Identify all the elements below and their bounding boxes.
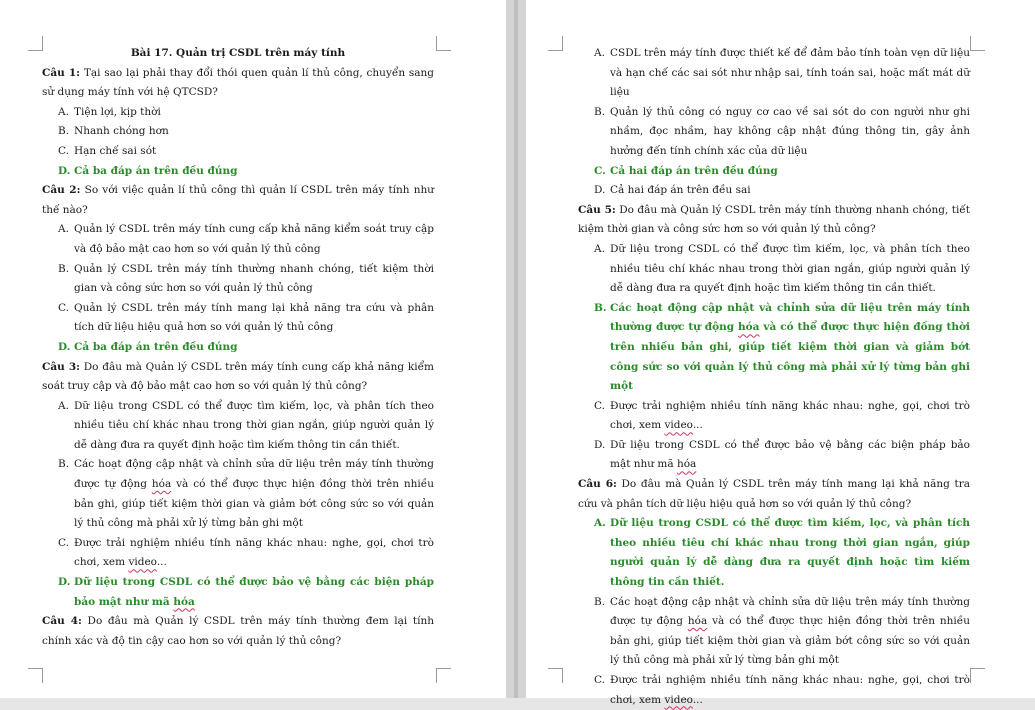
answer-option (578, 240, 970, 299)
option-text: Quản lý CSDL trên máy tính thường nhanh chóng, tiết kiệm thời gian và công sức hơn so với quản lý thủ công (74, 262, 434, 295)
question-label: Câu 4: (42, 615, 82, 628)
option-text: Dữ liệu trong CSDL có thể được bảo vệ bằng các biện pháp bảo mật như mã (74, 576, 434, 608)
option-text: Quản lý thủ công có nguy cơ cao về sai sót do con người như ghi nhầm, đọc nhầm, hay không cập nhật đúng thông tin, gây ảnh hưởng đến tính chính xác của dữ liệu (610, 105, 970, 157)
question-label: Câu 3: (42, 360, 81, 373)
answer-option (578, 593, 970, 671)
option-letter: B. (594, 301, 607, 314)
option-text: Các hoạt động cập nhật và chỉnh sửa dữ liệu trên máy tính thường được tự động (610, 595, 970, 628)
question-label: Câu 5: (578, 203, 616, 216)
option-letter: D. (58, 164, 71, 177)
spellcheck-word[interactable]: hóa (738, 321, 760, 334)
option-text: Quản lý CSDL trên máy tính mang lại khả năng tra cứu và phân tích dữ liệu hiệu quả hơn so với quản lý thủ công (74, 301, 434, 334)
option-letter: C. (58, 301, 69, 314)
answer-option (42, 220, 434, 259)
answer-option (42, 260, 434, 299)
option-letter: D. (594, 184, 606, 197)
option-text: ... (692, 693, 703, 706)
crop-mark (548, 668, 563, 683)
option-letter: C. (594, 399, 605, 412)
option-text: Các hoạt động cập nhật và chỉnh sửa dữ liệu trên máy tính thường được tự động (74, 458, 434, 491)
option-letter: D. (58, 576, 71, 589)
spellcheck-word[interactable]: video (664, 419, 693, 432)
page-separator (514, 0, 518, 698)
option-text: Các hoạt động cập nhật và chỉnh sửa dữ liệu trên máy tính thường được tự động (610, 301, 970, 334)
option-letter: C. (58, 144, 69, 157)
answer-option (42, 103, 434, 123)
option-text: Cả ba đáp án trên đều đúng (74, 340, 238, 353)
answer-option-correct (42, 338, 434, 358)
option-text: Được trải nghiệm nhiều tính năng khác nhau: nghe, gọi, chơi trò chơi, xem (74, 536, 434, 569)
option-letter: B. (58, 125, 70, 138)
answer-option-correct (578, 514, 970, 592)
question-text: Do đâu mà Quản lý CSDL trên máy tính cung cấp khả năng kiểm soát truy cập và độ bảo mật cao hơn so với quản lý thủ công? (42, 360, 434, 393)
option-text: Hạn chế sai sót (74, 144, 157, 157)
option-text: Dữ liệu trong CSDL có thể được tìm kiếm, lọc, và phân tích theo nhiều tiêu chí khác nhau trong thời gian ngắn, giúp người quản lý dễ dàng đưa ra quyết định hoặc tìm kiếm thông tin cần thiết. (74, 399, 434, 451)
answer-option-correct (578, 162, 970, 182)
answer-option (42, 122, 434, 142)
option-text: và có thể được thực hiện đồng thời trên nhiều bản ghi, giúp tiết kiệm thời gian và giảm bớt công sức so với quản lý thủ công mà phải xử lý từng bản ghi một (610, 321, 970, 393)
page-content[interactable] (578, 44, 970, 710)
question-text: Tại sao lại phải thay đổi thói quen quản lí thủ công, chuyển sang sử dụng máy tính với hệ QTCSD? (42, 66, 434, 99)
option-text: Dữ liệu trong CSDL có thể được tìm kiếm, lọc, và phân tích theo nhiều tiêu chí khác nhau trong thời gian ngắn, giúp người quản lý dễ dàng đưa ra quyết định hoặc tìm kiếm thông tin cần thiết. (610, 517, 970, 589)
option-letter: A. (594, 47, 605, 59)
option-letter: B. (58, 458, 70, 471)
option-text: Cả ba đáp án trên đều đúng (74, 164, 238, 177)
document-page-right (526, 0, 1035, 706)
answer-option (42, 142, 434, 162)
spellcheck-word[interactable]: hóa (687, 615, 708, 628)
document-title: Bài 17. Quản trị CSDL trên máy tính (130, 47, 346, 59)
answer-option (578, 44, 970, 103)
option-letter: B. (58, 262, 70, 275)
option-letter: C. (58, 536, 69, 549)
answer-option (578, 397, 970, 436)
spellcheck-word[interactable]: hóa (173, 595, 195, 608)
option-text: Nhanh chóng hơn (74, 125, 169, 138)
option-text: ... (692, 419, 703, 432)
option-text: và có thể được thực hiện đồng thời trên nhiều bản ghi, giúp tiết kiệm thời gian và giảm bớt công sức so với quản lý thủ công mà phải xử lý từng bản ghi một (74, 478, 434, 530)
crop-mark (548, 36, 563, 51)
option-text: Cả hai đáp án trên đều đúng (610, 164, 778, 177)
option-text: Tiện lợi, kịp thời (74, 105, 161, 118)
crop-mark (436, 36, 451, 51)
option-letter: D. (58, 340, 71, 353)
option-letter: C. (594, 164, 606, 177)
option-letter: B. (594, 105, 606, 118)
answer-option (42, 455, 434, 533)
option-letter: A. (594, 517, 606, 530)
question-label: Câu 1: (42, 66, 81, 79)
answer-option (578, 671, 970, 710)
spellcheck-word[interactable]: video (664, 693, 693, 706)
option-letter: B. (594, 595, 606, 608)
question (42, 358, 434, 397)
option-letter: D. (594, 438, 606, 451)
crop-mark (970, 668, 985, 683)
question (42, 612, 434, 651)
option-text: và có thể được thực hiện đồng thời trên nhiều bản ghi, giúp tiết kiệm thời gian và giảm bớt công sức so với quản lý thủ công mà phải xử lý từng bản ghi một (610, 615, 970, 667)
answer-option (578, 103, 970, 162)
option-letter: A. (594, 242, 605, 255)
crop-mark (28, 668, 43, 683)
answer-option (42, 534, 434, 573)
answer-option-correct (42, 162, 434, 182)
option-text: Được trải nghiệm nhiều tính năng khác nhau: nghe, gọi, chơi trò chơi, xem (610, 674, 970, 706)
option-letter: A. (58, 105, 69, 118)
option-letter: C. (594, 674, 605, 686)
answer-option (578, 436, 970, 475)
answer-option (578, 181, 970, 201)
option-text: CSDL trên máy tính được thiết kế để đảm bảo tính toàn vẹn dữ liệu và hạn chế các sai sót như nhập sai, tính toán sai, hoặc mất mát dữ liệu (610, 47, 970, 99)
crop-mark (970, 36, 985, 51)
option-text: Quản lý CSDL trên máy tính cung cấp khả năng kiểm soát truy cập và độ bảo mật cao hơn so với quản lý thủ công (74, 223, 434, 255)
option-text: ... (156, 556, 167, 569)
question-label: Câu 6: (578, 478, 617, 491)
question-text: Do đâu mà Quản lý CSDL trên máy tính thường nhanh chóng, tiết kiệm thời gian và công sức hơn so với quản lý thủ công? (578, 203, 970, 236)
option-letter: A. (58, 223, 69, 236)
question (42, 64, 434, 103)
spellcheck-word[interactable]: hóa (676, 458, 697, 471)
question-text: Do đâu mà Quản lý CSDL trên máy tính thường đem lại tính chính xác và độ tin cậy cao hơn so với quản lý thủ công? (42, 615, 434, 647)
option-text: Dữ liệu trong CSDL có thể được bảo vệ bằng các biện pháp bảo mật như mã (610, 438, 970, 471)
question (578, 201, 970, 240)
answer-option (42, 397, 434, 456)
question (578, 475, 970, 514)
spellcheck-word[interactable]: hóa (151, 478, 172, 491)
question-label: Câu 2: (42, 184, 81, 197)
answer-option-correct (42, 573, 434, 612)
document-page-left (0, 0, 506, 698)
spellcheck-word[interactable]: video (128, 556, 157, 569)
answer-option (42, 299, 434, 338)
crop-mark (28, 36, 43, 51)
option-text: Được trải nghiệm nhiều tính năng khác nhau: nghe, gọi, chơi trò chơi, xem (610, 399, 970, 432)
crop-mark (436, 668, 451, 683)
option-letter: A. (58, 399, 69, 412)
question (42, 181, 434, 220)
question-text: So với việc quản lí thủ công thì quản lí CSDL trên máy tính như thế nào? (42, 184, 434, 216)
page-content[interactable] (42, 44, 434, 651)
option-text: Cả hai đáp án trên đều sai (610, 184, 751, 197)
answer-option-correct (578, 299, 970, 397)
option-text: Dữ liệu trong CSDL có thể được tìm kiếm, lọc, và phân tích theo nhiều tiêu chí khác nhau trong thời gian ngắn, giúp người quản lý dễ dàng đưa ra quyết định hoặc tìm kiếm thông tin cần thiết. (610, 242, 970, 295)
question-text: Do đâu mà Quản lý CSDL trên máy tính mang lại khả năng tra cứu và phân tích dữ liệu hiệu quả hơn so với quản lý thủ công? (578, 478, 970, 510)
